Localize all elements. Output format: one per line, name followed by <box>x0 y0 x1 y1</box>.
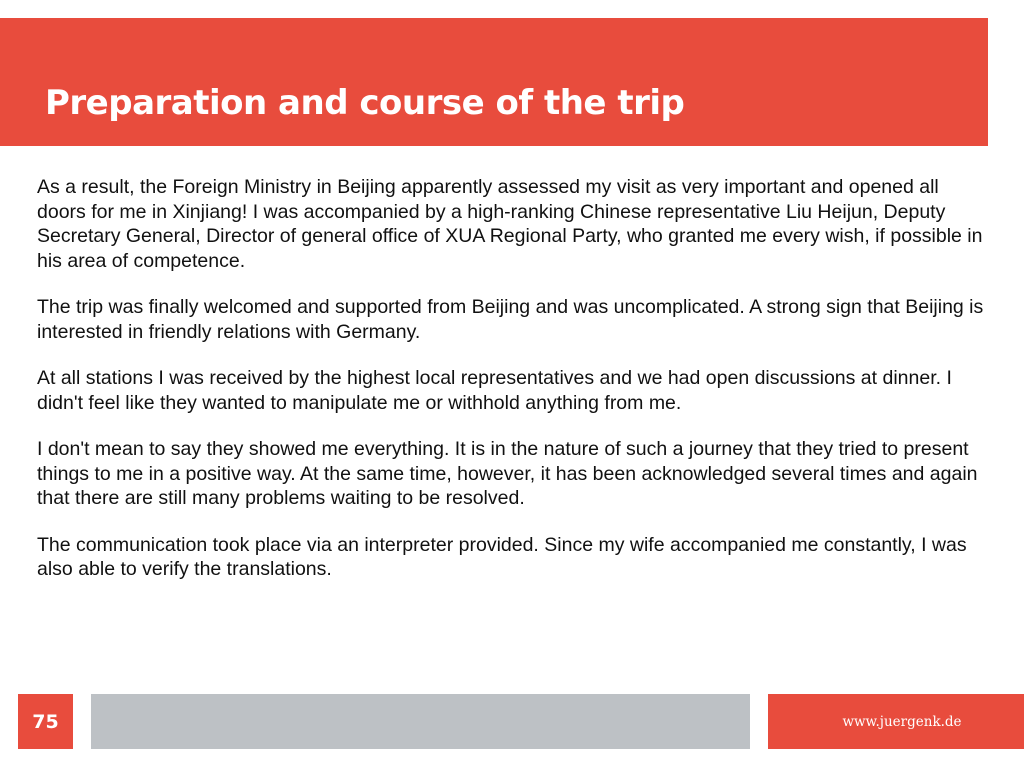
website-badge <box>768 694 1024 749</box>
footer-bar <box>91 694 750 749</box>
paragraph-2: The trip was finally welcomed and supported from Beijing and was uncomplicated. A strong sign that Beijing is interested in friendly relations with Germany. <box>37 296 984 343</box>
page-number-badge <box>18 694 73 749</box>
page-number: 75 <box>32 710 59 733</box>
paragraph-5: The communication took place via an interpreter provided. Since my wife accompanied me constantly, I was also able to verify the translations. <box>37 533 967 580</box>
slide-title: Preparation and course of the trip <box>45 83 685 123</box>
slide-body <box>37 175 987 604</box>
website-url: www.juergenk.de <box>842 713 962 730</box>
paragraph-4: I don't mean to say they showed me everything. It is in the nature of such a journey that they tried to present things to me in a positive way. At the same time, however, it has been acknowledged several times and again that there are still many problems waiting to be resolved. <box>37 438 978 509</box>
paragraph-1: As a result, the Foreign Ministry in Beijing apparently assessed my visit as very important and opened all doors for me in Xinjiang! I was accompanied by a high-ranking Chinese representative Liu Heijun, Deputy Secretary General, Director of general office of XUA Regional Party, who granted me every wish, if possible in his area of competence. <box>37 176 983 272</box>
paragraph-3: At all stations I was received by the highest local representatives and we had open discussions at dinner. I didn't feel like they wanted to manipulate me or withhold anything from me. <box>37 367 952 414</box>
